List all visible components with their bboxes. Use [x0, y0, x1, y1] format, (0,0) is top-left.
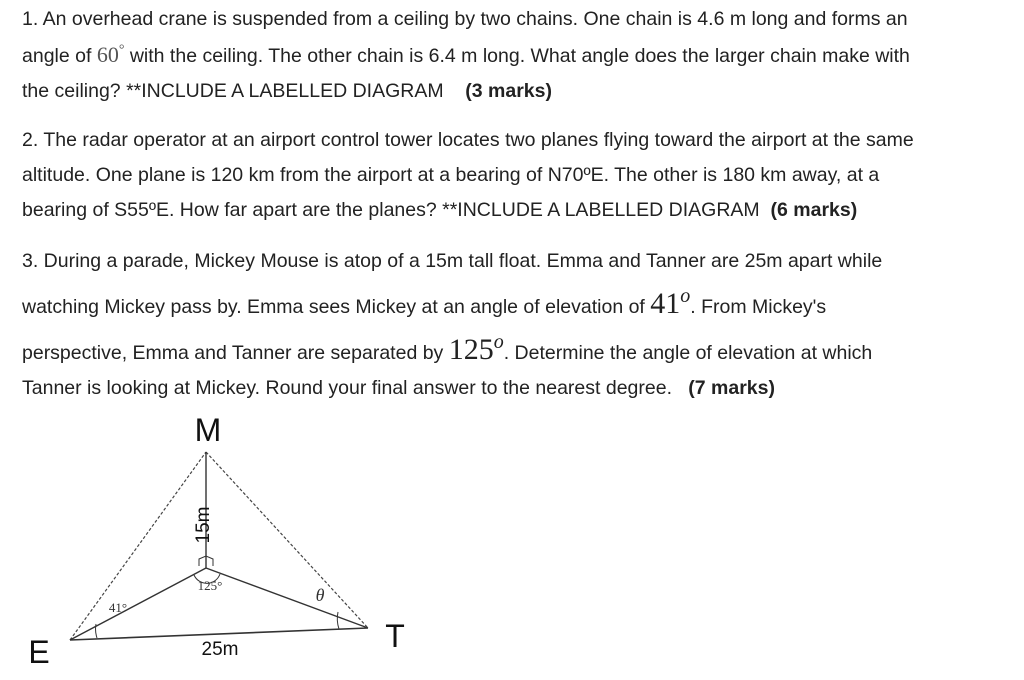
- question-2: [22, 123, 1007, 228]
- dashed-line-em: [70, 452, 206, 640]
- question-2-line-2: altitude. One plane is 120 km from the airport at a bearing of N70ºE. The other is 180 km away, at a: [22, 164, 880, 186]
- label-base-25m: 25m: [201, 639, 239, 660]
- triangle-diagram: [0, 400, 460, 680]
- label-e: E: [28, 634, 50, 670]
- question-1-text-cont: with the ceiling. The other chain is 6.4 m long. What angle does the larger chain make with: [124, 45, 910, 67]
- question-3-marks: (7 marks): [688, 377, 775, 399]
- label-angle-125: 125°: [197, 578, 223, 593]
- question-3-line-1: 3. During a parade, Mickey Mouse is atop of a 15m tall float. Emma and Tanner are 25m apart while: [22, 250, 883, 272]
- question-3-line-3: perspective, Emma and Tanner are separated by 125$^o$. Determine the angle of elevation at which: [22, 331, 873, 366]
- label-angle-41: 41°: [108, 600, 128, 615]
- question-1-marks: (3 marks): [465, 80, 552, 102]
- angle-arc-t: [337, 612, 339, 629]
- dashed-line-mt: [206, 452, 368, 628]
- question-2-line-3: bearing of S55ºE. How far apart are the planes? **INCLUDE A LABELLED DIAGRAM (6 marks): [22, 199, 858, 221]
- question-1-line-3: the ceiling? **INCLUDE A LABELLED DIAGRAM (3 marks): [22, 80, 552, 102]
- ground-line-t: [206, 568, 368, 628]
- angle-60-value: 60°: [96, 42, 125, 67]
- ground-line-e: [70, 568, 206, 640]
- angle-41-value: 41$^o$: [650, 285, 691, 320]
- question-1-line-1: 1. An overhead crane is suspended from a ceiling by two chains. One chain is 4.6 m long and forms an: [22, 8, 908, 30]
- question-2-marks: (6 marks): [770, 199, 858, 221]
- question-3-line-4: Tanner is looking at Mickey. Round your final answer to the nearest degree. (7 marks): [22, 377, 775, 399]
- label-m: M: [194, 412, 222, 448]
- label-t: T: [385, 618, 405, 654]
- label-height-15m: 15m: [193, 506, 214, 544]
- label-angle-theta: θ: [315, 585, 325, 605]
- question-2-line-1: 2. The radar operator at an airport control tower locates two planes flying toward the airport at the same: [22, 129, 914, 151]
- question-1: [22, 2, 1007, 109]
- question-3-line-2: watching Mickey pass by. Emma sees Mickey at an angle of elevation of 41$^o$. From Mickey's: [22, 285, 827, 320]
- question-1-text: angle of: [22, 45, 97, 67]
- angle-125-value: 125$^o$: [448, 331, 504, 366]
- question-1-line-2: [22, 37, 1007, 74]
- question-3: [22, 244, 1007, 406]
